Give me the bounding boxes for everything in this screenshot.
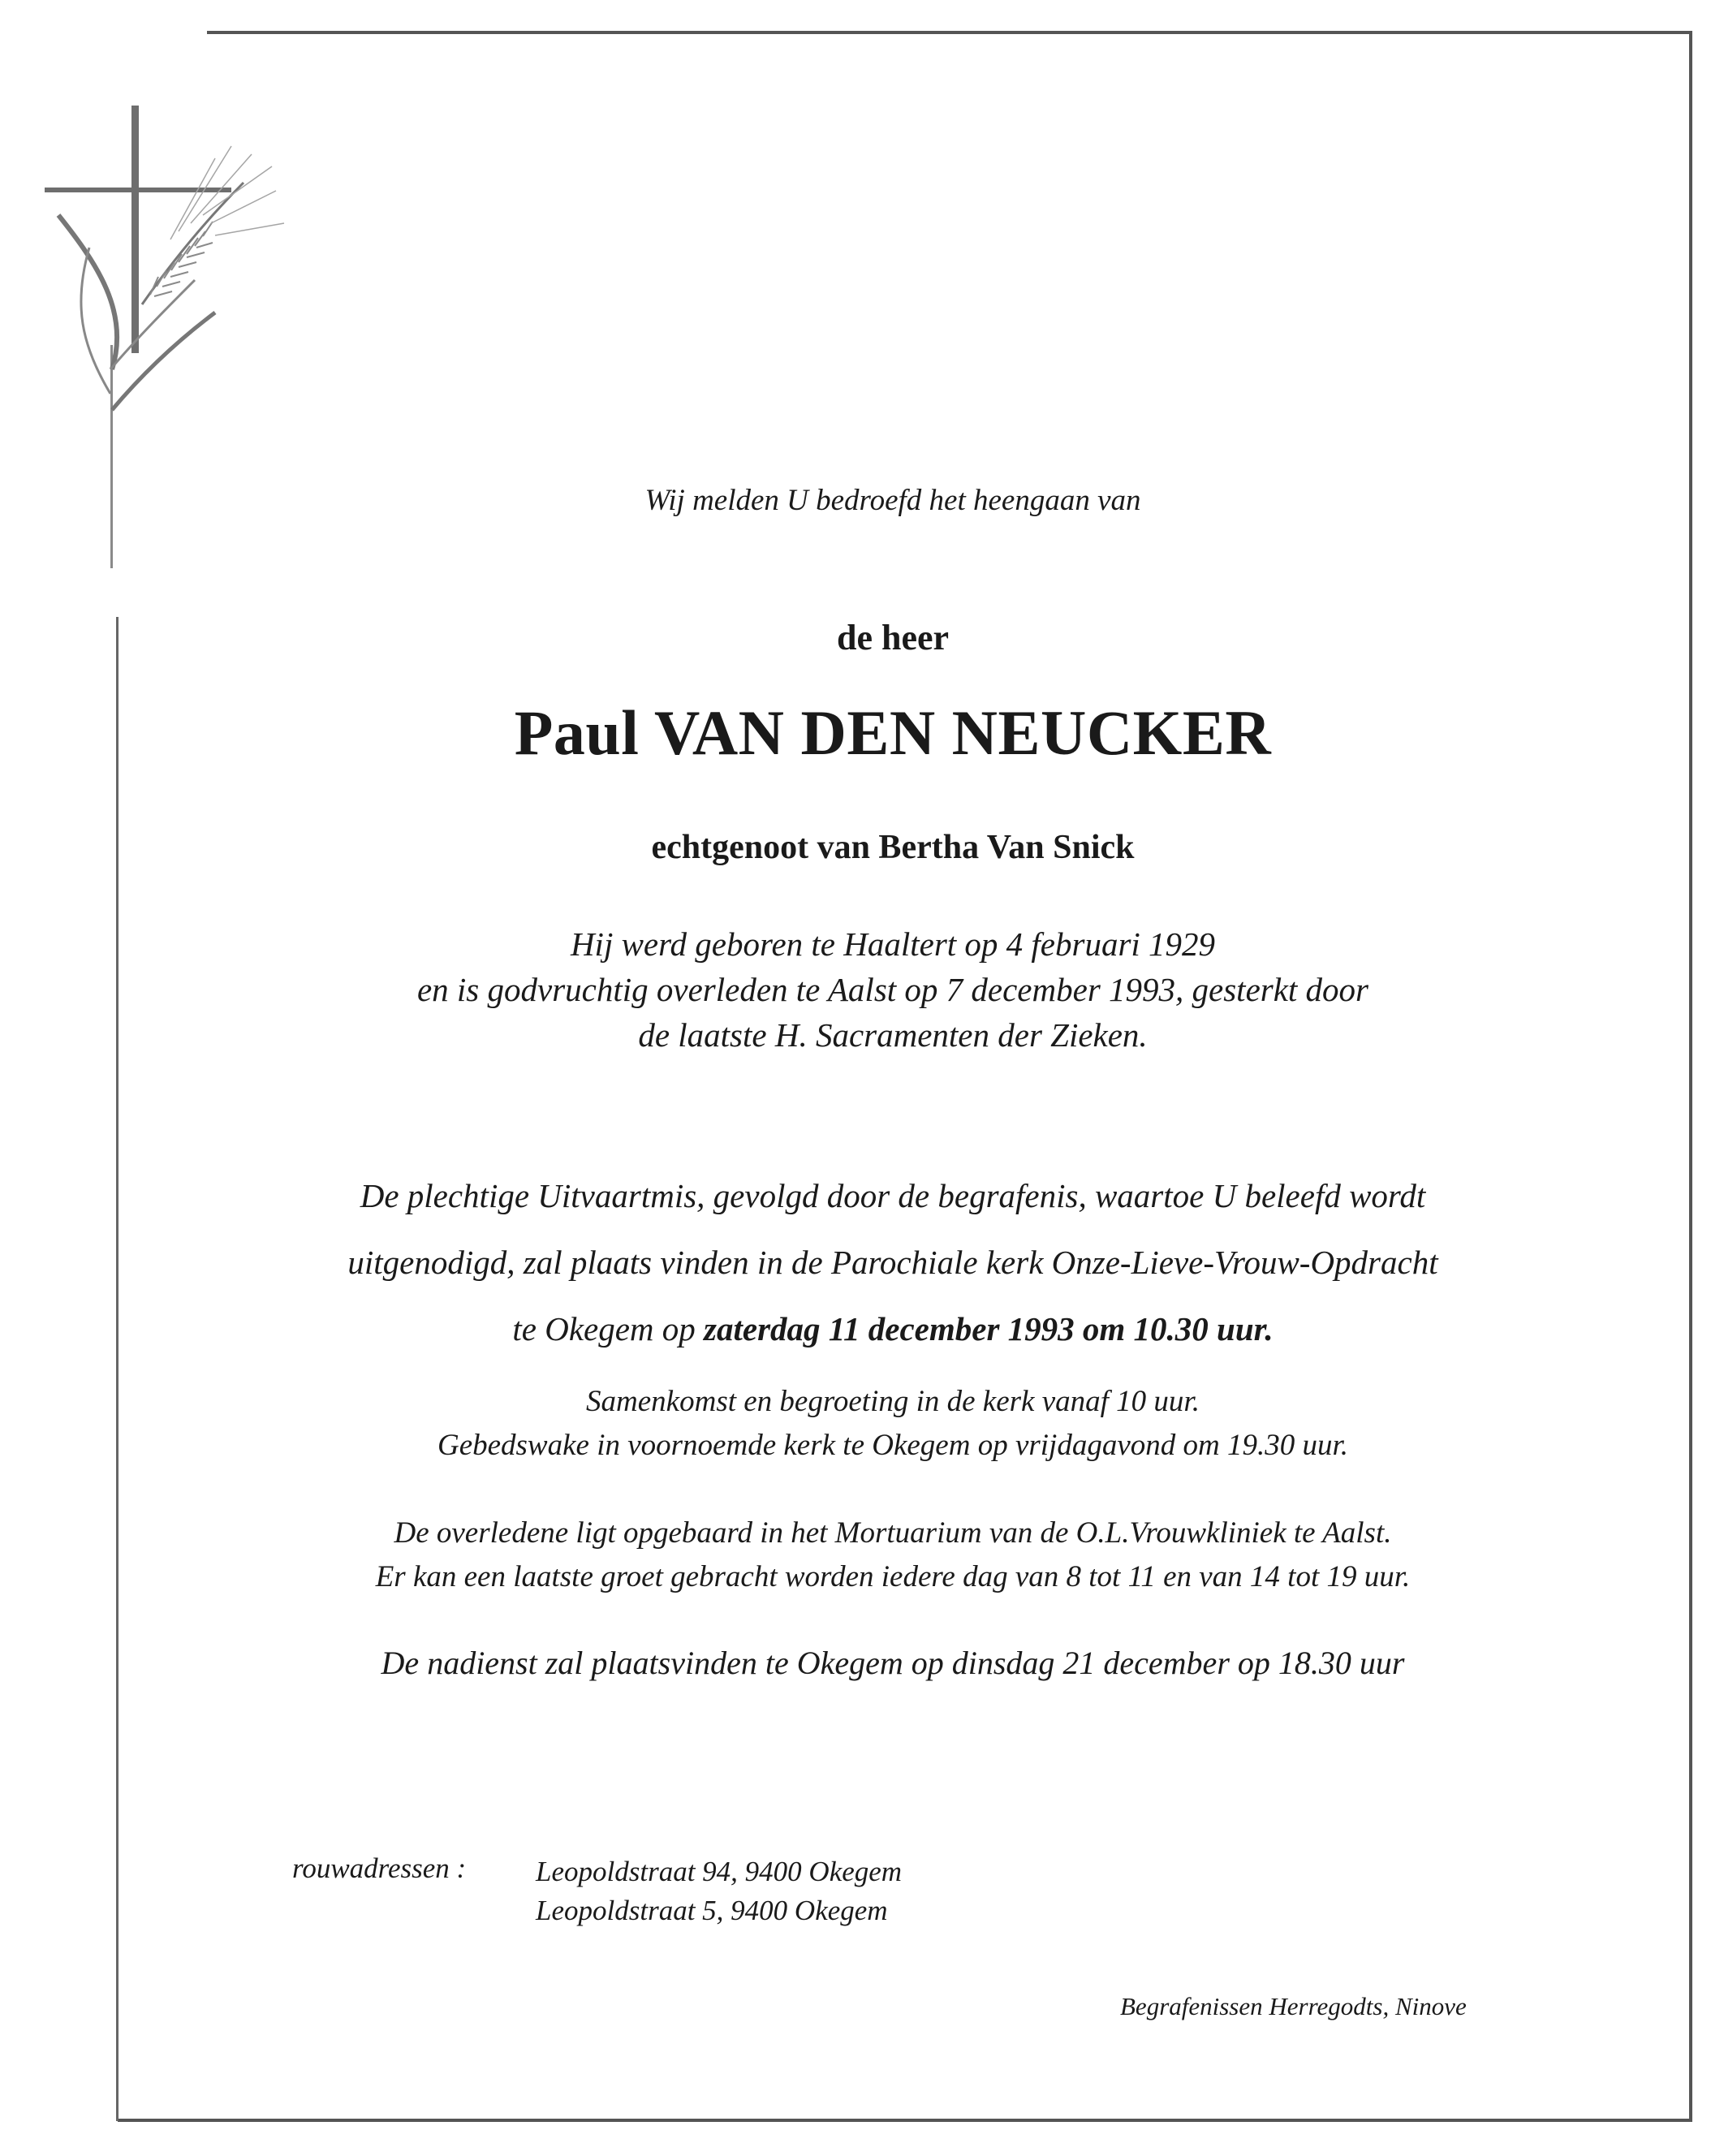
mortuary-line-2: Er kan een laatste groet gebracht worden iedere dag van 8 tot 11 en van 14 tot 19 uur. [375,1560,1411,1593]
gathering-line-1: Samenkomst en begroeting in de kerk vanaf 10 uur. [586,1385,1200,1418]
mass-line-2: uitgenodigd, zal plaats vinden in de Parochiale kerk Onze-Lieve-Vrouw-Opdracht [347,1244,1438,1281]
funeral-mass-paragraph [244,1162,1542,1362]
spouse-line: echtgenoot van Bertha Van Snick [651,829,1135,866]
gathering-paragraph [244,1380,1542,1468]
mass-location: te Okegem op [512,1310,705,1348]
memorial-service-line: De nadienst zal plaatsvinden te Okegem op dinsdag 21 december op 18.30 uur [381,1645,1405,1681]
frame-left-border [116,617,119,2121]
condolence-label: rouwadressen : [292,1852,467,1884]
condolence-addresses [536,1852,902,1930]
frame-right-border [1689,31,1692,2121]
birth-line: Hij werd geboren te Haaltert op 4 februari 1929 [570,925,1216,963]
salutation: de heer [836,618,950,658]
undertaker-credit: Begrafenissen Herregodts, Ninove [1120,1992,1467,2020]
death-line: en is godvruchtig overleden te Aalst op 7 december 1993, gesterkt door [416,971,1369,1008]
mortuary-paragraph [244,1511,1542,1599]
frame-top-border [207,31,1692,34]
mortuary-line-1: De overledene ligt opgebaard in het Mortuarium van de O.L.Vrouwkliniek te Aalst. [394,1516,1392,1550]
mass-datetime: zaterdag 11 december 1993 om 10.30 uur. [704,1310,1274,1348]
intro-line: Wij melden U bedroefd het heengaan van [644,484,1141,517]
deceased-name: Paul VAN DEN NEUCKER [514,697,1272,768]
mass-line-1: De plechtige Uitvaartmis, gevolgd door de begrafenis, waartoe U beleefd wordt [360,1177,1426,1214]
frame-bottom-border [118,2119,1692,2122]
condolence-address: Leopoldstraat 5, 9400 Okegem [536,1895,888,1926]
condolence-address: Leopoldstraat 94, 9400 Okegem [536,1856,903,1887]
sacraments-line: de laatste H. Sacramenten der Zieken. [638,1016,1148,1054]
birth-death-paragraph [244,921,1542,1058]
gathering-line-2: Gebedswake in voornoemde kerk te Okegem op vrijdagavond om 19.30 uur. [437,1429,1349,1462]
mass-line-3 [244,1296,1542,1362]
